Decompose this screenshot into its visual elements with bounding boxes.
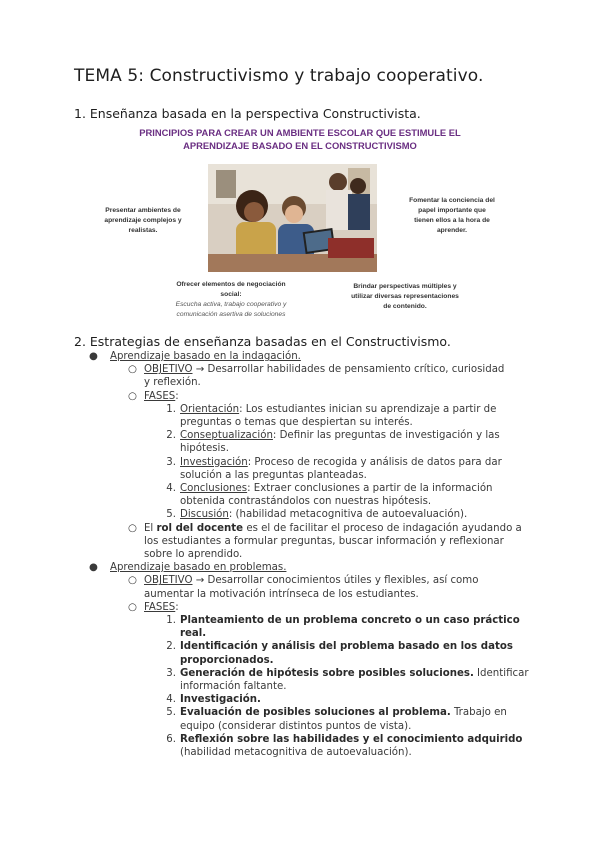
colon: : [175, 601, 179, 613]
list-item [74, 350, 534, 363]
fases-label: FASES [144, 601, 176, 613]
phase-text-cont: información faltante. [180, 681, 287, 693]
phase-item-continuation [74, 469, 534, 482]
circle-bullet-icon: ○ [128, 575, 137, 587]
principle-multiple-perspectives [330, 282, 480, 312]
phase-item [74, 429, 534, 442]
phase-label: Investigación [180, 456, 248, 468]
phase-bold: Reflexión sobre las habilidades y el conocimiento adquirido [180, 733, 523, 745]
phase-text: : Los estudiantes inician su aprendizaje a partir de [239, 403, 497, 415]
phase-number: 2. [166, 641, 176, 653]
infographic-title [74, 126, 526, 152]
phase-text: : Proceso de recogida y análisis de datos para dar [247, 456, 502, 468]
rol-text: es el de facilitar el proceso de indagación ayudando a [243, 522, 522, 534]
list-item [74, 574, 534, 587]
list-item-continuation [74, 376, 534, 389]
principle-complex-environments [88, 206, 198, 236]
infographic-title-line-2: APRENDIZAJE BASADO EN EL CONSTRUCTIVISMO [183, 140, 417, 151]
phase-number: 3. [166, 456, 176, 468]
phase-number: 4. [166, 694, 176, 706]
principle-subline: comunicación asertiva de soluciones [176, 311, 286, 318]
phase-item [74, 403, 534, 416]
phase-bold: Planteamiento de un problema concreto o un caso práctico real. [180, 615, 520, 640]
principle-line: papel importante que [418, 207, 486, 214]
phase-item [74, 640, 534, 653]
principle-line: Presentar ambientes de [105, 207, 181, 214]
phase-number: 6. [166, 733, 176, 745]
phase-number: 3. [166, 667, 176, 679]
phase-text-cont: preguntas o temas que despiertan su interés. [180, 417, 413, 429]
section-2-heading: 2. Estrategias de enseñanza basadas en el Constructivismo. [74, 334, 451, 349]
phase-text: : Extraer conclusiones a partir de la información [247, 483, 493, 495]
principle-awareness [390, 196, 514, 236]
principle-line: Brindar perspectivas múltiples y [353, 283, 457, 290]
principle-line: Fomentar la conciencia del [409, 197, 495, 204]
list-item [74, 390, 534, 403]
list-item-continuation [74, 535, 534, 548]
phase-number: 1. [166, 403, 176, 415]
phase-bold: Identificación y análisis del problema basado en los datos [180, 641, 513, 653]
phase-text: : Definir las preguntas de investigación y las [272, 430, 500, 442]
phase-text: Trabajo en [450, 707, 507, 719]
rol-text-cont: sobre lo aprendido. [144, 549, 243, 561]
list-item-continuation [74, 588, 534, 601]
phase-bold-cont: proporcionados. [180, 654, 274, 666]
objetivo-text: → Desarrollar conocimientos útiles y flexibles, así como [192, 575, 479, 587]
phase-text-cont: obtenida contrastándolos con nuestras hipótesis. [180, 496, 432, 508]
phase-item [74, 614, 534, 640]
fases-label: FASES [144, 390, 176, 402]
infographic-title-line-1: PRINCIPIOS PARA CREAR UN AMBIENTE ESCOLAR QUE ESTIMULE EL [139, 127, 461, 138]
phase-text-cont: hipótesis. [180, 443, 229, 455]
circle-bullet-icon: ○ [128, 522, 137, 534]
principle-line: utilizar diversas representaciones [351, 293, 459, 300]
principle-line: Ofrecer elementos de negociación [176, 281, 286, 288]
classroom-photo-illustration [208, 164, 377, 272]
principle-line: aprender. [436, 227, 468, 234]
phase-item-continuation [74, 746, 534, 759]
phase-text-cont: solución a las preguntas planteadas. [180, 469, 367, 481]
rol-text-cont: los estudiantes a formular preguntas, buscar información y reflexionar [144, 535, 504, 547]
phase-item [74, 706, 534, 719]
strategy-title-problems: Aprendizaje basado en problemas. [110, 562, 287, 574]
principle-social-negotiation [158, 280, 304, 320]
principle-line: realistas. [128, 227, 158, 234]
principle-line: de contenido. [383, 303, 427, 310]
phase-item [74, 482, 534, 495]
phase-number: 5. [166, 707, 176, 719]
principle-line: tienen ellos a la hora de [414, 217, 490, 224]
bullet-icon: ● [89, 562, 98, 574]
section-1-heading: 1. Enseñanza basada en la perspectiva Constructivista. [74, 106, 421, 121]
phase-item-continuation [74, 416, 534, 429]
page-title: TEMA 5: Constructivismo y trabajo cooperativo. [74, 66, 484, 86]
classroom-photo [208, 164, 377, 272]
circle-bullet-icon: ○ [128, 364, 137, 376]
phase-item-continuation [74, 720, 534, 733]
rol-docente-bold: rol del docente [156, 522, 244, 534]
phase-number: 1. [166, 615, 176, 627]
phase-number: 4. [166, 483, 176, 495]
list-item [74, 363, 534, 376]
phase-item [74, 456, 534, 469]
phase-text: : (habilidad metacognitiva de autoevaluación). [228, 509, 468, 521]
objetivo-text-cont: aumentar la motivación intrínseca de los estudiantes. [144, 588, 419, 600]
phase-item [74, 693, 534, 706]
circle-bullet-icon: ○ [128, 390, 137, 402]
phase-bold: Evaluación de posibles soluciones al problema. [180, 707, 451, 719]
phase-text-cont: (habilidad metacognitiva de autoevaluación). [180, 747, 412, 759]
list-item-continuation [74, 548, 534, 561]
phase-item [74, 667, 534, 680]
strategy-title-inquiry: Aprendizaje basado en la indagación. [110, 351, 301, 362]
phase-item [74, 733, 534, 746]
phase-label: Orientación [180, 403, 240, 415]
bullet-icon: ● [89, 351, 98, 362]
phase-label: Conclusiones [180, 483, 248, 495]
phase-text: Identificar [473, 667, 529, 679]
principle-line: social: [220, 291, 242, 298]
principle-line: aprendizaje complejos y [104, 217, 182, 224]
circle-bullet-icon: ○ [128, 601, 137, 613]
phase-text-cont: equipo (considerar distintos puntos de vista). [180, 720, 412, 732]
phase-bold: Investigación. [180, 694, 261, 706]
phase-label: Conseptualización [180, 430, 273, 442]
phase-number: 5. [166, 509, 176, 521]
objetivo-label: OBJETIVO [144, 575, 193, 587]
objetivo-text: → Desarrollar habilidades de pensamiento crítico, curiosidad [192, 364, 505, 376]
objetivo-label: OBJETIVO [144, 364, 193, 376]
objetivo-text-cont: y reflexión. [144, 377, 201, 389]
phase-bold: Generación de hipótesis sobre posibles soluciones. [180, 667, 474, 679]
constructivism-infographic [74, 124, 526, 322]
phase-item-continuation [74, 654, 534, 667]
phase-item-continuation [74, 680, 534, 693]
list-item [74, 601, 534, 614]
rol-text-pre: El [144, 522, 157, 534]
phase-item-continuation [74, 442, 534, 455]
strategies-list [74, 350, 534, 759]
colon: : [175, 390, 179, 402]
list-item [74, 561, 534, 574]
list-item [74, 522, 534, 535]
phase-item-continuation [74, 495, 534, 508]
phase-item [74, 508, 534, 521]
principle-subline: Escucha activa, trabajo cooperativo y [175, 301, 287, 308]
phase-number: 2. [166, 430, 176, 442]
phase-label: Discusión [180, 509, 229, 521]
